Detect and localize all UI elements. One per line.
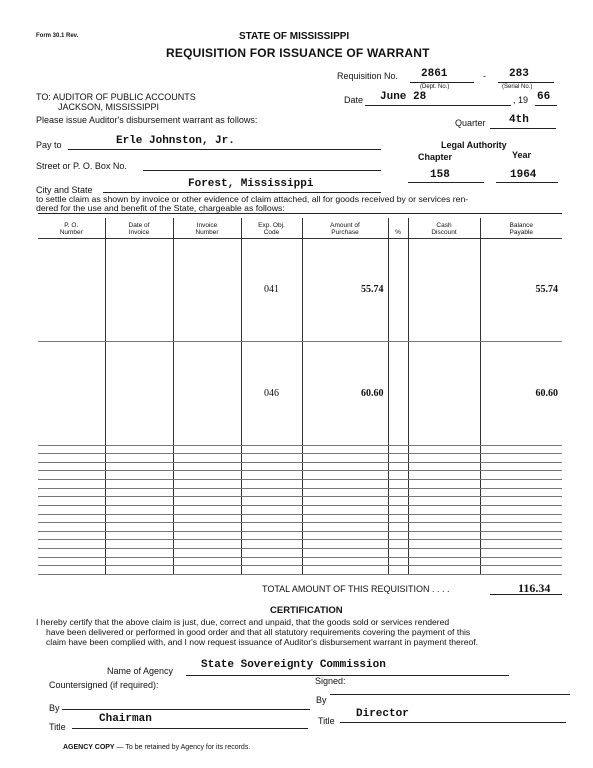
col-exp-obj-code: Exp. Obj. Code bbox=[241, 218, 302, 238]
table-row bbox=[38, 480, 562, 489]
signed-label: Signed: bbox=[315, 676, 346, 686]
row-2-code: 046 bbox=[241, 342, 302, 446]
table-header-row bbox=[38, 218, 562, 238]
year-value: 1964 bbox=[510, 169, 537, 181]
address-line-3: Please issue Auditor's disbursement warrant as follows: bbox=[36, 115, 258, 125]
date-year: 66 bbox=[537, 91, 551, 103]
table-row bbox=[38, 488, 562, 497]
row-1-code: 041 bbox=[241, 238, 302, 342]
claim-text-line-1: to settle claim as shown by invoice or other evidence of claim attached, all for goods received by or services ren- bbox=[36, 194, 469, 204]
countersigned-label: Countersigned (if required): bbox=[49, 680, 159, 690]
row-2-balance: 60.60 bbox=[480, 342, 562, 446]
row-2-amount: 60.60 bbox=[302, 342, 388, 446]
table-row bbox=[38, 549, 562, 558]
by-right-label: By bbox=[316, 695, 327, 705]
col-percent: % bbox=[388, 218, 408, 238]
title-left-value: Chairman bbox=[99, 713, 152, 725]
col-balance: Balance Payable bbox=[480, 218, 562, 238]
title-right-label: Title bbox=[318, 716, 335, 726]
col-invoice-number: Invoice Number bbox=[173, 218, 241, 238]
requisition-serial-no: 283 bbox=[509, 68, 529, 80]
table-row bbox=[38, 238, 562, 342]
chapter-value: 158 bbox=[430, 169, 450, 181]
table-row bbox=[38, 557, 562, 566]
table-row bbox=[38, 523, 562, 532]
table-row bbox=[38, 454, 562, 463]
requisition-dept-no: 2861 bbox=[421, 68, 448, 80]
quarter-value: 4th bbox=[509, 114, 529, 126]
table-row bbox=[38, 445, 562, 454]
col-cash-discount: Cash Discount bbox=[408, 218, 480, 238]
chapter-label: Chapter bbox=[418, 152, 453, 162]
agency-label: Name of Agency bbox=[107, 666, 174, 676]
year-label: Year bbox=[512, 150, 532, 160]
claim-text-line-2: dered for the use and benefit of the State, chargeable as follows: bbox=[36, 203, 285, 213]
table-row bbox=[38, 462, 562, 471]
form-number: Form 30.1 Rev. bbox=[36, 33, 79, 39]
agency-copy-label: AGENCY COPY bbox=[63, 744, 115, 751]
agency-copy-text: — To be retained by Agency for its records. bbox=[114, 744, 251, 751]
city-label: City and State bbox=[36, 185, 93, 195]
table-row bbox=[38, 566, 562, 575]
serial-no-caption: (Serial No.) bbox=[502, 84, 533, 90]
state-heading: STATE OF MISSISSIPPI bbox=[239, 31, 350, 42]
table-row bbox=[38, 471, 562, 480]
col-po-number: P. O. Number bbox=[38, 218, 105, 238]
pay-to-label: Pay to bbox=[36, 140, 62, 150]
total-value: 116.34 bbox=[518, 581, 551, 595]
table-row bbox=[38, 497, 562, 506]
table-row bbox=[38, 531, 562, 540]
table-row bbox=[38, 505, 562, 514]
date-year-prefix: , 19 bbox=[513, 95, 529, 105]
table-row bbox=[38, 514, 562, 523]
row-1-amount: 55.74 bbox=[302, 238, 388, 342]
certification-line-2: have been delivered or performed in good order and that all statutory requirements covering the payment of this bbox=[46, 627, 471, 637]
page-title: REQUISITION FOR ISSUANCE OF WARRANT bbox=[166, 46, 430, 60]
pay-to-value: Erle Johnston, Jr. bbox=[116, 135, 235, 147]
quarter-label: Quarter bbox=[455, 118, 486, 128]
by-left-label: By bbox=[49, 703, 60, 713]
col-amount: Amount of Purchase bbox=[302, 218, 388, 238]
date-value: June 28 bbox=[380, 91, 427, 103]
city-value: Forest, Mississippi bbox=[188, 178, 314, 190]
address-line-2: JACKSON, MISSISSIPPI bbox=[58, 102, 160, 112]
col-invoice-date: Date of Invoice bbox=[105, 218, 173, 238]
certification-line-3: claim have been complied with, and I now request issuance of Auditor's disbursement warrant in payment thereof. bbox=[46, 637, 479, 647]
line-item-table bbox=[38, 218, 562, 575]
legal-authority-label: Legal Authority bbox=[441, 140, 507, 150]
dept-no-caption: (Dept. No.) bbox=[420, 84, 450, 90]
table-row bbox=[38, 342, 562, 446]
requisition-label: Requisition No. bbox=[337, 71, 399, 81]
title-left-label: Title bbox=[49, 722, 66, 732]
row-1-balance: 55.74 bbox=[480, 238, 562, 342]
agency-value: State Sovereignty Commission bbox=[201, 659, 386, 671]
title-right-value: Director bbox=[356, 708, 409, 720]
certification-title: CERTIFICATION bbox=[270, 605, 343, 616]
date-label: Date bbox=[344, 95, 364, 105]
certification-line-1: I hereby certify that the above claim is just, due, correct and unpaid, that the goods sold or services rendered bbox=[36, 617, 450, 627]
address-line-1: TO: AUDITOR OF PUBLIC ACCOUNTS bbox=[36, 92, 196, 102]
street-label: Street or P. O. Box No. bbox=[36, 161, 127, 171]
total-label: TOTAL AMOUNT OF THIS REQUISITION . . . . bbox=[262, 584, 450, 594]
table-row bbox=[38, 540, 562, 549]
